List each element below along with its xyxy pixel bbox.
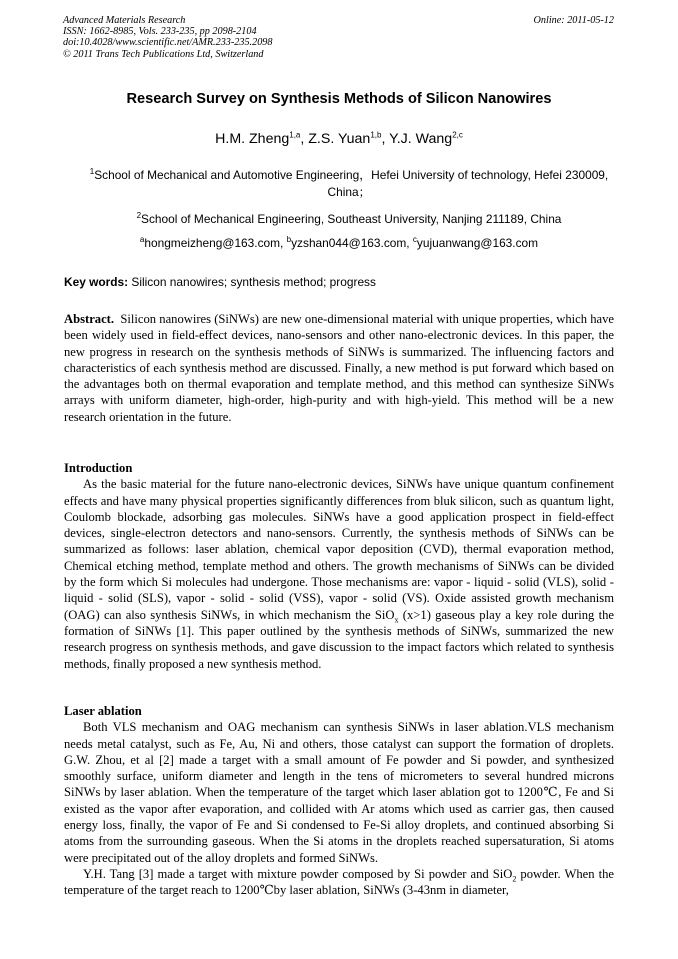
author-name: Z.S. Yuan bbox=[308, 131, 371, 147]
paragraph-text: As the basic material for the future nano-electronic devices, SiNWs have unique quantum confinement effects and have many physical properties significantly differences from bluk silicon, such as quantum light, Coulomb blockade, adsorbing gas molecules. SiNWs have a good application prospect in field-effect devices, single-electron detectors and nano-sensors. Currently, the synthesis methods of SiNWs can be summarized as follows: laser ablation, chemical vapor deposition (CVD), thermal evaporation method, Chemical etching method, template method and others. The growth mechanisms of SiNWs can be divided by the form which Si molecules had undergone. Those mechanisms are: vapor - liquid - solid (VLS), solid - liquid - solid (SLS), vapor - solid - solid (VSS), vapor - solid (VS). Oxide assisted growth mechanism (OAG) can also synthesis SiNWs, in which mechanism the SiO bbox=[64, 477, 614, 622]
issn-line: ISSN: 1662-8985, Vols. 233-235, pp 2098-2104 bbox=[63, 26, 257, 38]
email-address: yujuanwang@163.com bbox=[416, 236, 539, 250]
author-affiliation-marker: 1,a bbox=[289, 130, 301, 140]
subscript: 2 bbox=[512, 874, 517, 884]
doi-line: doi:10.4028/www.scientific.net/AMR.233-235.2098 bbox=[63, 37, 273, 49]
subscript: x bbox=[394, 615, 399, 625]
affiliation-1 bbox=[84, 167, 614, 201]
author-separator: , bbox=[381, 131, 390, 147]
laser-paragraph-2 bbox=[64, 866, 614, 899]
copyright-line: © 2011 Trans Tech Publications Ltd, Switzerland bbox=[63, 48, 264, 60]
author-name: H.M. Zheng bbox=[215, 131, 290, 147]
laser-ablation-section bbox=[64, 703, 614, 899]
keywords-text: Silicon nanowires; synthesis method; progress bbox=[131, 275, 376, 289]
introduction-section bbox=[64, 460, 614, 672]
affiliation-text: School of Mechanical Engineering, Southeast University, Nanjing 211189, China bbox=[141, 212, 562, 226]
email-address: hongmeizheng@163.com, bbox=[144, 236, 287, 250]
abstract-label: Abstract. bbox=[64, 312, 115, 326]
author-emails bbox=[0, 236, 678, 250]
section-heading-laser-ablation: Laser ablation bbox=[64, 704, 142, 718]
laser-paragraph-1: Both VLS mechanism and OAG mechanism can synthesis SiNWs in laser ablation.VLS mechanism needs metal catalyst, such as Fe, Au, Ni and others, those catalyst can support the formation of droplets. G.W. Zhou, et al [2] made a target with a small amount of Fe powder and Si powder, and synthesized smoothly surface, uniform diameter and length in the tens of micrometers to several hundred microns SiNWs by laser ablation. When the temperature of the target which laser ablation got to 1200℃, Fe and Si existed as the vapor after evaporation, and collided with Ar atoms which used as carrier gas, then caused energy loss, finally, the vapor of Fe and Si condensed to Fe-Si alloy droplets, and continued absorbing Si atoms from the surrounding gaseous. When the Si atoms in the droplets reached supersaturation, Si atoms were precipitated out of the alloy droplets and formed SiNWs. bbox=[64, 720, 614, 865]
paragraph-text: Y.H. Tang [3] made a target with mixture powder composed by Si powder and SiO bbox=[83, 866, 513, 881]
email-marker: a bbox=[139, 235, 145, 245]
author-affiliation-marker: 2,c bbox=[452, 130, 463, 140]
online-date: Online: 2011-05-12 bbox=[533, 15, 614, 26]
introduction-paragraph bbox=[64, 476, 614, 672]
affiliation-text: School of Mechanical and Automotive Engineering，Hefei University of technology, Hefei 230009, China； bbox=[94, 168, 609, 199]
author-list bbox=[0, 131, 678, 147]
author-affiliation-marker: 1,b bbox=[370, 130, 382, 140]
affiliation-2 bbox=[84, 211, 614, 228]
journal-name: Advanced Materials Research bbox=[63, 15, 186, 26]
paper-title: Research Survey on Synthesis Methods of Silicon Nanowires bbox=[126, 91, 552, 107]
author-separator: , bbox=[300, 131, 309, 147]
email-address: yzshan044@163.com, bbox=[291, 236, 413, 250]
affiliation-marker: 1 bbox=[89, 167, 95, 177]
section-heading-introduction: Introduction bbox=[64, 461, 133, 475]
email-marker: b bbox=[286, 235, 292, 245]
email-marker: c bbox=[412, 235, 417, 245]
journal-header bbox=[63, 15, 272, 60]
affiliation-marker: 2 bbox=[136, 211, 142, 221]
paragraph-text: (x>1) gaseous play a key role during the formation of SiNWs [1]. This paper outlined by the synthesis methods of SiNWs, summarized the new research progress on synthesis methods, and gave discussion to the impact factors which related to synthesis methods, finally proposed a new synthesis method. bbox=[64, 607, 614, 671]
keywords bbox=[64, 275, 376, 289]
abstract bbox=[64, 311, 614, 425]
author-name: Y.J. Wang bbox=[389, 131, 453, 147]
paragraph-text: powder. When the temperature of the target reach to 1200℃by laser ablation, SiNWs (3-43nm in diameter, bbox=[64, 866, 614, 898]
keywords-label: Key words: bbox=[64, 275, 129, 289]
abstract-text: Silicon nanowires (SiNWs) are new one-dimensional material with unique properties, which have been widely used in field-effect devices, nano-sensors and other nano-electronic devices. In this paper, the new progress in research on the synthesis methods of SiNWs is summarized. The influencing factors and characteristics of each synthesis method are discussed. Finally, a new method is put forward which based on the advantages both on thermal evaporation and template method, and this method can synthesize SiNWs arrays with uniform diameter, high-order, high-purity and with high-yield. This method will be a new research orientation in the future. bbox=[64, 312, 615, 424]
